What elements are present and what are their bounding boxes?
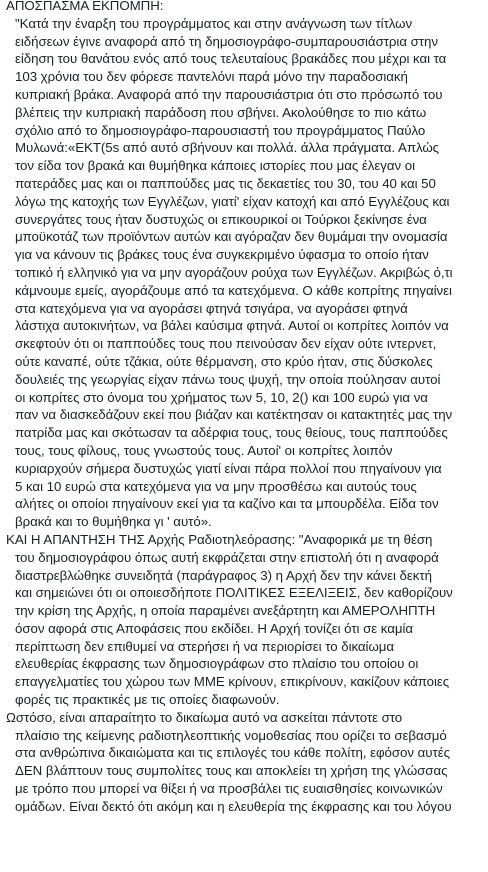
quote-line: οι κοπρίτες στο όνομα του χρήματος των 5, 10, 2() και 100 ευρώ για να xyxy=(15,389,428,405)
closing-line: Ωστόσο, είναι απαραίτητο το δικαίωμα αυτό να ασκείται πάντοτε στο xyxy=(6,709,403,725)
response-line: επαγγελματίες του χώρου των ΜΜΕ κρίνουν, επικρίνουν, κακίζουν κάποιες xyxy=(15,674,450,690)
broadcast-quote xyxy=(6,15,488,531)
quote-line: ούτε καναπέ, ούτε τζάκια, ούτε θέρμανση, στο κρύο ήταν, στις δύσκολες xyxy=(15,353,433,369)
quote-line: Μυλωνά:«ΕΚΤ(5s από αυτό σβήνουν και πολλά. άλλα πράγματα. Απλώς xyxy=(15,140,440,156)
response-line: και σημειώνει ότι οι οποιεσδήποτε ΠΟΛΙΤΙΚΕΣ ΕΞΕΛΙΞΕΙΣ, δεν καθορίζουν xyxy=(15,585,453,601)
closing-line: ομάδων. Είναι δεκτό ότι ακόμη και η ελευθερία της έκφρασης και του λόγου xyxy=(15,798,452,814)
authority-response xyxy=(6,531,488,709)
quote-line: κυριαρχούν σήμερα δυστυχώς γιατί είναι πάρα πολλοί που πηγαίνουν για xyxy=(15,460,442,476)
quote-line: δουλειές της γεωργίας είχαν πάνω τους ψυχή, την οποία πούλησαν αυτοί xyxy=(15,371,441,387)
quote-line: τον είδα τον βρακά και θυμήθηκα κάποιες ιστορίες που μας έλεγαν οι xyxy=(15,158,415,174)
response-line: ΚΑΙ Η ΑΠΑΝΤΗΣΗ ΤΗΣ Αρχής Ραδιοτηλεόρασης: "Αναφορικά με τη θέση xyxy=(6,531,433,547)
quote-line: "Κατά την έναρξη του προγράμματος και στην ανάγνωση των τίτλων xyxy=(15,15,413,31)
quote-line: είδηση του θανάτου ενός από τους τελευταίους βρακάδες που μέχρι και τα xyxy=(15,51,447,67)
quote-line: ειδήσεων έγινε αναφορά από τη δημοσιογράφο-συμπαρουσιάστρια στην xyxy=(15,33,438,49)
quote-line: μποϋκοτάζ των προϊόντων αυτών και αγόραζαν δεν θυμάμαι την ονομασία xyxy=(15,229,448,245)
closing-line: στα ανθρώπινα δικαιώματα και τις επιλογές του κάθε πολίτη, εφόσον αυτές xyxy=(15,745,450,761)
response-line: διαστρεβλώθηκε συνειδητά (παράγραφος 3) η Αρχή δεν την κάνει δεκτή xyxy=(15,567,432,583)
closing-line: με τρόπο που μπορεί να θίξει ή να προσβάλει τις ευαισθησίες κοινωνικών xyxy=(15,781,443,797)
quote-line: αλήτες οι οποίοι πηγαίνουν εκεί για τα καζίνο και τα μπουρδέλα. Είδα τον xyxy=(15,496,439,512)
response-line: την κρίση της Αρχής, η οποία παραμένει ανεξάρτητη και ΑΜΕΡΟΛΗΠΤΗ xyxy=(15,603,436,619)
response-line: ελευθερίας έκφρασης των δημοσιογράφων στο πλαίσιο του οποίου οι xyxy=(15,656,419,672)
response-line: φορές τις πρακτικές με τις οποίες διαφωνούν. xyxy=(15,692,280,708)
quote-line: κάμνουμε εμείς, αγοράζουμε από τα κατεχόμενα. Ο κάθε κοπρίτης πηγαίνει xyxy=(15,282,452,298)
quote-line: 103 χρόνια του δεν φόρεσε παντελόνι παρά μόνο την παραδοσιακή xyxy=(15,69,408,85)
quote-line: πατρίδα μας και σκότωσαν τα αδέρφια τους, τους θείους, τους παππούδες xyxy=(15,425,448,441)
response-line: περίπτωση δεν επιθυμεί να στερήσει ή να περιορίσει το δικαίωμα xyxy=(15,638,395,654)
closing-line: πλαίσιο της κείμενης ραδιοτηλεοπτικής νομοθεσίας που ορίζει το σεβασμό xyxy=(15,727,447,743)
closing-line: ΔΕΝ βλάπτουν τους συμπολίτες τους και αποκλείει τη χρήση της γλώσσας xyxy=(15,763,448,779)
response-line: του δημοσιογράφου όπως αυτή εκφράζεται στην επιστολή ότι η αναφορά xyxy=(15,549,439,565)
response-line: όσον αφορά στις Αποφάσεις που εκδίδει. Η Αρχή τονίζει ότι σε καμία xyxy=(15,620,413,636)
quote-line: βλέπεις την κυπριακή παράδοση που σβήνει. Ακολούθησε το πιο κάτω xyxy=(15,104,427,120)
quote-line: πατεράδες μας και οι παππούδες μας τις δεκαετίες του 30, του 40 και 50 xyxy=(15,175,436,191)
quote-line: λόγω της κατοχής των Εγγλέζων, γιατί' είχαν κατοχή και από Εγγλέζους και xyxy=(15,193,450,209)
quote-line: λάστιχα αυτοκινήτων, να βάλει καύσιμα φτηνά. Αυτοί οι κοπρίτες λοιπόν να xyxy=(15,318,449,334)
quote-line: τους, τους φίλους, τους γνωστούς τους. Αυτοί' οι κοπρίτες λοιπόν xyxy=(15,442,393,458)
quote-line: βρακά και το θυμήθηκα γι ' αυτό». xyxy=(15,514,212,530)
quote-line: παν να διασκεδάζουν εκεί που βιάζαν και κατέκτησαν οι κατακτητές μας την xyxy=(15,407,453,423)
closing-paragraph xyxy=(6,709,488,816)
quote-line: κυπριακή βράκα. Αναφορά από την παρουσιάστρια ότι στο πρόσωπό του xyxy=(15,86,443,102)
quote-line: 5 και 10 ευρώ στα κατεχόμενα για να μην προσθέσω και αυτούς τους xyxy=(15,478,417,494)
quote-line: σχόλιο από το δημοσιογράφο-παρουσιαστή του προγράμματος Παύλο xyxy=(15,122,426,138)
quote-line: σκεφτούν ότι οι παππούδες τους που πεινούσαν δεν είχαν ούτε ιντερνετ, xyxy=(15,336,437,352)
quote-line: για να κάνουν τις βράκες τους ένα συγκεκριμένο ύφασμα το οποίο ήταν xyxy=(15,247,429,263)
excerpt-heading: ΑΠΟΣΠΑΣΜΑ ΕΚΠΟΜΠΗ: xyxy=(6,0,164,13)
quote-line: στα κατεχόμενα για να αγοράσει φτηνά τσιγάρα, να αγοράσει φτηνά xyxy=(15,300,408,316)
quote-line: τοπικό ή ελληνικό για να μην αγοράζουν ρούχα των Εγγλέζων. Ακριβώς ό,τι xyxy=(15,264,453,280)
quote-line: συνεργάτες τους ήταν δυστυχώς οι επικουρικοί οι Τούρκοι ξεκίνησε ένα xyxy=(15,211,427,227)
